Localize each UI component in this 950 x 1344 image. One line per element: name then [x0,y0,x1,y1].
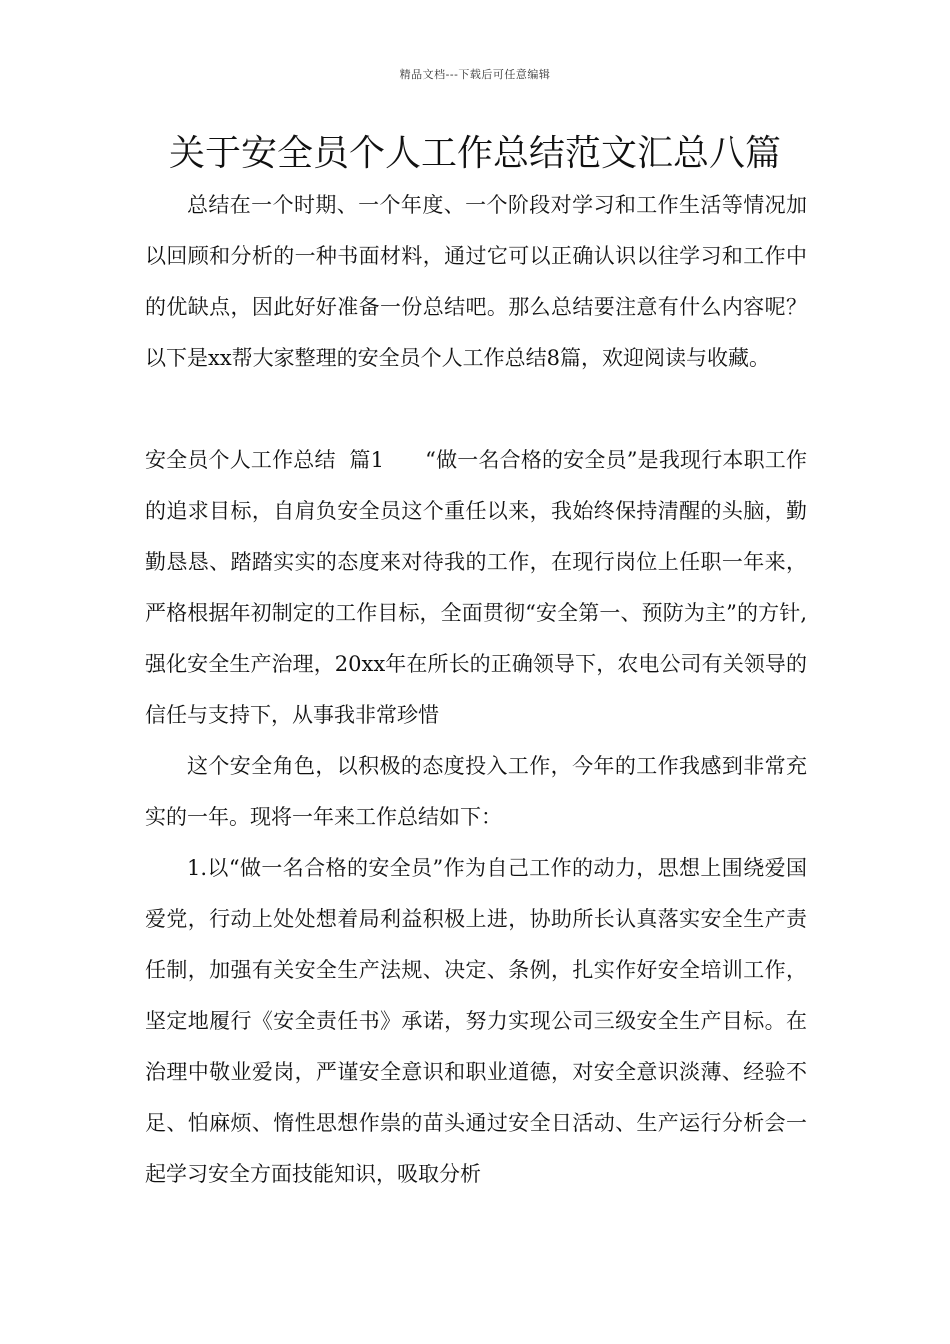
document-title: 关于安全员个人工作总结范文汇总八篇 [168,133,781,174]
paragraph-gap [145,384,807,435]
section1-heading: 安全员个人工作总结 篇1 [145,448,384,472]
body-paragraph-2: 这个安全角色，以积极的态度投入工作，今年的工作我感到非常充实的一年。现将一年来工作总结如下： [145,754,807,829]
body-paragraph-3: 1.以“做一名合格的安全员”作为自己工作的动力，思想上围绕爱国爱党，行动上处处想着局利益积极上进，协助所长认真落实安全生产责任制，加强有关安全生产法规、决定、条例，扎实作好安全培训工作，坚定地履行《安全责任书》承诺，努力实现公司三级安全生产目标。在治理中敬业爱岗，严谨安全意识和职业道德，对安全意识淡薄、经验不足、怕麻烦、惰性思想作祟的苗头通过安全日活动、生产运行分析会一起学习安全方面技能知识，吸取分析 [145,856,807,1186]
section1-paragraph [145,435,807,741]
section1-text: “做一名合格的安全员”是我现行本职工作的追求目标，自肩负安全员这个重任以来，我始终保持清醒的头脑，勤勤恳恳、踏踏实实的态度来对待我的工作，在现行岗位上任职一年来，严格根据年初制定的工作目标，全面贯彻“安全第一、预防为主”的方针,强化安全生产治理，20xx年在所长的正确领导下，农电公司有关领导的信任与支持下，从事我非常珍惜 [145,448,807,727]
document-body [145,180,807,1200]
intro-paragraph: 总结在一个时期、一个年度、一个阶段对学习和工作生活等情况加以回顾和分析的一种书面材料，通过它可以正确认识以往学习和工作中的优缺点，因此好好准备一份总结吧。那么总结要注意有什么内容呢？以下是xx帮大家整理的安全员个人工作总结8篇，欢迎阅读与收藏。 [145,193,807,370]
page-header-note: 精品文档---下载后可任意编辑 [399,68,551,81]
